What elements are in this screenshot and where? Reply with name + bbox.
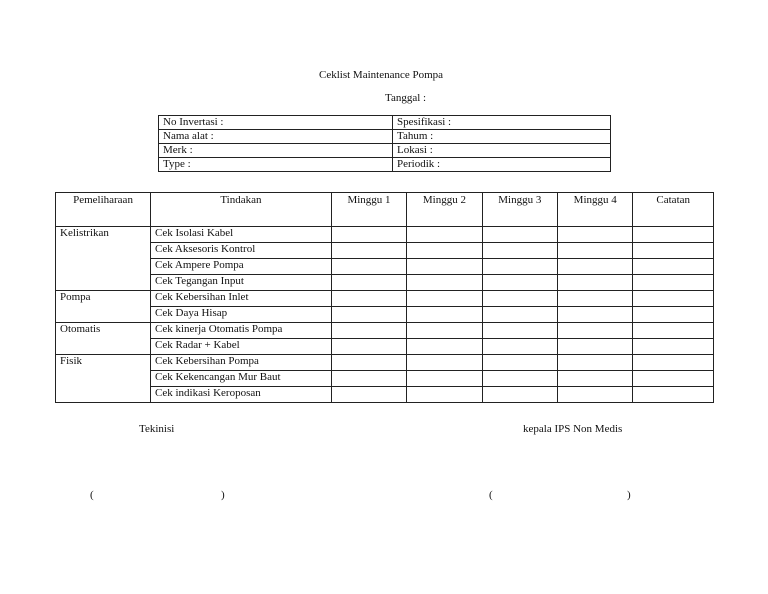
week-2-cell: [407, 259, 482, 275]
technician-signature-label: Tekinisi: [139, 423, 175, 435]
week-3-cell: [482, 355, 557, 371]
week-1-cell: [331, 227, 406, 243]
week-2-cell: [407, 243, 482, 259]
header-pemeliharaan: Pemeliharaan: [56, 193, 151, 227]
head-signature-close-paren: ): [627, 489, 631, 501]
week-2-cell: [407, 339, 482, 355]
info-cell-spesifikasi: Spesifikasi :: [393, 116, 611, 130]
action-cell: Cek Aksesoris Kontrol: [151, 243, 332, 259]
week-1-cell: [331, 387, 406, 403]
week-4-cell: [558, 259, 633, 275]
week-4-cell: [558, 227, 633, 243]
table-row: [56, 323, 714, 339]
head-signature-label: kepala IPS Non Medis: [523, 423, 623, 435]
header-minggu-4: Minggu 4: [558, 193, 633, 227]
notes-cell: [633, 323, 714, 339]
table-row: [56, 339, 714, 355]
info-cell-periodik: Periodik :: [393, 158, 611, 172]
week-2-cell: [407, 371, 482, 387]
action-cell: Cek indikasi Keroposan: [151, 387, 332, 403]
action-cell: Cek Kekencangan Mur Baut: [151, 371, 332, 387]
week-2-cell: [407, 275, 482, 291]
info-cell-type: Type :: [159, 158, 393, 172]
info-cell-lokasi: Lokasi :: [393, 144, 611, 158]
notes-cell: [633, 275, 714, 291]
week-1-cell: [331, 371, 406, 387]
header-catatan: Catatan: [633, 193, 714, 227]
week-4-cell: [558, 291, 633, 307]
notes-cell: [633, 307, 714, 323]
notes-cell: [633, 355, 714, 371]
week-2-cell: [407, 323, 482, 339]
head-signature-open-paren: (: [489, 489, 493, 501]
notes-cell: [633, 243, 714, 259]
action-cell: Cek Kebersihan Pompa: [151, 355, 332, 371]
notes-cell: [633, 291, 714, 307]
week-2-cell: [407, 387, 482, 403]
week-3-cell: [482, 307, 557, 323]
week-3-cell: [482, 339, 557, 355]
action-cell: Cek Radar + Kabel: [151, 339, 332, 355]
info-cell-no-invertasi: No Invertasi :: [159, 116, 393, 130]
table-row: [56, 243, 714, 259]
info-row: [159, 130, 611, 144]
table-row: [56, 259, 714, 275]
table-row: [56, 275, 714, 291]
info-cell-nama-alat: Nama alat :: [159, 130, 393, 144]
week-3-cell: [482, 275, 557, 291]
week-2-cell: [407, 227, 482, 243]
category-cell: Fisik: [56, 355, 151, 403]
week-1-cell: [331, 355, 406, 371]
week-1-cell: [331, 243, 406, 259]
week-1-cell: [331, 307, 406, 323]
table-row: [56, 227, 714, 243]
category-cell: Pompa: [56, 291, 151, 323]
action-cell: Cek kinerja Otomatis Pompa: [151, 323, 332, 339]
notes-cell: [633, 227, 714, 243]
week-3-cell: [482, 291, 557, 307]
week-4-cell: [558, 371, 633, 387]
week-3-cell: [482, 259, 557, 275]
week-3-cell: [482, 323, 557, 339]
table-row: [56, 355, 714, 371]
week-4-cell: [558, 275, 633, 291]
info-row: [159, 144, 611, 158]
technician-signature-close-paren: ): [221, 489, 225, 501]
header-minggu-3: Minggu 3: [482, 193, 557, 227]
notes-cell: [633, 387, 714, 403]
week-4-cell: [558, 355, 633, 371]
header-minggu-1: Minggu 1: [331, 193, 406, 227]
week-1-cell: [331, 259, 406, 275]
week-2-cell: [407, 307, 482, 323]
week-4-cell: [558, 243, 633, 259]
action-cell: Cek Daya Hisap: [151, 307, 332, 323]
action-cell: Cek Ampere Pompa: [151, 259, 332, 275]
table-row: [56, 371, 714, 387]
info-cell-merk: Merk :: [159, 144, 393, 158]
notes-cell: [633, 371, 714, 387]
header-tindakan: Tindakan: [151, 193, 332, 227]
week-3-cell: [482, 387, 557, 403]
header-minggu-2: Minggu 2: [407, 193, 482, 227]
checklist-body: [56, 227, 714, 403]
week-3-cell: [482, 227, 557, 243]
action-cell: Cek Kebersihan Inlet: [151, 291, 332, 307]
notes-cell: [633, 339, 714, 355]
info-row: [159, 158, 611, 172]
notes-cell: [633, 259, 714, 275]
info-row: [159, 116, 611, 130]
week-4-cell: [558, 323, 633, 339]
action-cell: Cek Tegangan Input: [151, 275, 332, 291]
table-row: [56, 387, 714, 403]
category-cell: Otomatis: [56, 323, 151, 355]
week-4-cell: [558, 339, 633, 355]
technician-signature-open-paren: (: [90, 489, 94, 501]
week-1-cell: [331, 339, 406, 355]
week-4-cell: [558, 387, 633, 403]
document-title: Ceklist Maintenance Pompa: [319, 69, 444, 81]
week-2-cell: [407, 355, 482, 371]
week-1-cell: [331, 291, 406, 307]
checklist-table: [55, 192, 714, 403]
week-3-cell: [482, 371, 557, 387]
table-row: [56, 307, 714, 323]
date-label: Tanggal :: [385, 92, 427, 104]
week-1-cell: [331, 275, 406, 291]
info-cell-tahun: Tahum :: [393, 130, 611, 144]
table-row: [56, 291, 714, 307]
week-3-cell: [482, 243, 557, 259]
week-4-cell: [558, 307, 633, 323]
category-cell: Kelistrikan: [56, 227, 151, 291]
week-1-cell: [331, 323, 406, 339]
week-2-cell: [407, 291, 482, 307]
action-cell: Cek Isolasi Kabel: [151, 227, 332, 243]
info-table: [158, 115, 611, 172]
checklist-header-row: [56, 193, 714, 227]
